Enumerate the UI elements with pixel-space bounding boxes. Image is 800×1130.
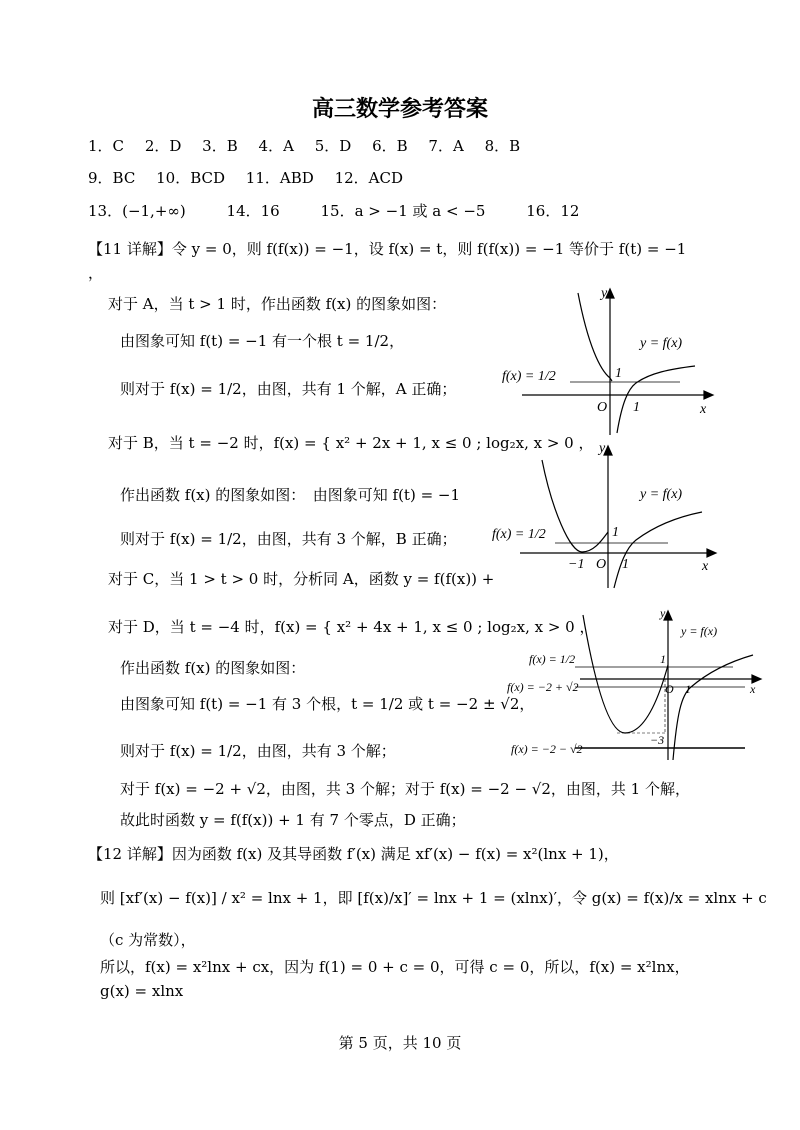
q11-d4: 则对于 f(x) = 1/2，由图，共有 3 个解； bbox=[120, 742, 396, 760]
answer-9: 9．BC bbox=[88, 169, 136, 187]
fig2-line-label: f(x) = 1/2 bbox=[492, 527, 546, 542]
fig3-curve-label: y = f(x) bbox=[681, 624, 718, 638]
q11-intro: 【11 详解】令 y = 0，则 f(f(x)) = −1，设 f(x) = t，则 f(f(x)) = −1 等价于 f(t) = −1 bbox=[88, 240, 687, 258]
q11-intro-comma: ， bbox=[88, 264, 104, 282]
curve-log bbox=[617, 366, 695, 433]
answer-3: 3．B bbox=[202, 137, 238, 155]
answers-row-3 bbox=[88, 200, 595, 221]
q11-d5: 对于 f(x) = −2 + √2，由图，共 3 个解；对于 f(x) = −2 − √2，由图，共 1 个解， bbox=[120, 780, 690, 798]
answer-16: 16．12 bbox=[526, 202, 580, 220]
fig1-y-label: y bbox=[601, 286, 608, 301]
q11-a1: 对于 A，当 t > 1 时，作出函数 f(x) 的图象如图： bbox=[108, 295, 447, 313]
fig3-y-label: y bbox=[660, 606, 666, 620]
q11-c1: 对于 C，当 1 > t > 0 时，分析同 A，函数 y = f(f(x)) + bbox=[108, 570, 495, 588]
curve-left bbox=[578, 293, 612, 381]
fig3-neg-three: −3 bbox=[650, 733, 665, 747]
figure-a-graph bbox=[500, 285, 715, 440]
page-title: 高三数学参考答案 bbox=[311, 97, 488, 122]
fig1-origin: O bbox=[597, 400, 608, 415]
fig3-one-y: 1 bbox=[660, 652, 666, 666]
answer-15: 15．a > −1 或 a < −5 bbox=[320, 202, 486, 220]
fig2-curve-label: y = f(x) bbox=[640, 487, 683, 502]
q12-l1: 【12 详解】因为函数 f(x) 及其导函数 f′(x) 满足 xf′(x) − f(x) = x²(lnx + 1)， bbox=[88, 845, 619, 863]
x-arrow-icon bbox=[707, 549, 716, 557]
fig3-x-label: x bbox=[750, 682, 756, 696]
q11-a3: 则对于 f(x) = 1/2，由图，共有 1 个解，A 正确； bbox=[120, 380, 457, 398]
fig1-one: 1 bbox=[633, 400, 640, 415]
answer-8: 8．B bbox=[484, 137, 521, 155]
fig3-line2-label: f(x) = −2 + √2 bbox=[507, 680, 579, 694]
q11-a2: 由图象可知 f(t) = −1 有一个根 t = 1/2， bbox=[120, 332, 405, 350]
answer-1: 1．C bbox=[88, 137, 125, 155]
q11-d3: 由图象可知 f(t) = −1 有 3 个根，t = 1/2 或 t = −2 ± √2， bbox=[120, 695, 535, 713]
answer-11: 11．ABD bbox=[245, 169, 314, 187]
answer-7: 7．A bbox=[428, 137, 464, 155]
fig2-one-y: 1 bbox=[612, 525, 619, 540]
fig3-line3-label: f(x) = −2 − √2 bbox=[511, 742, 583, 756]
q12-l4: 所以，f(x) = x²lnx + cx，因为 f(1) = 0 + c = 0，可得 c = 0，所以，f(x) = x²lnx， bbox=[100, 958, 690, 976]
answer-13: 13．(−1,+∞) bbox=[88, 202, 186, 220]
fig1-curve-label: y = f(x) bbox=[640, 336, 683, 351]
curve-log bbox=[614, 512, 702, 588]
answers-row-1 bbox=[88, 135, 536, 156]
answer-5: 5．D bbox=[314, 137, 352, 155]
q12-l2: 则 [xf′(x) − f(x)] / x² = lnx + 1，即 [f(x)/x]′ = lnx + 1 = (xlnx)′，令 g(x) = f(x)/x = xlnx + c bbox=[100, 889, 767, 907]
x-arrow-icon bbox=[704, 391, 713, 399]
answer-4: 4．A bbox=[258, 137, 294, 155]
figure-b-graph bbox=[490, 440, 720, 590]
answer-12: 12．ACD bbox=[334, 169, 403, 187]
fig1-one-y: 1 bbox=[615, 366, 622, 381]
fig3-line1-label: f(x) = 1/2 bbox=[529, 652, 576, 666]
figure-d-graph bbox=[505, 605, 765, 765]
fig1-line-label: f(x) = 1/2 bbox=[502, 369, 556, 384]
answers-row-2 bbox=[88, 167, 419, 188]
fig2-y-label: y bbox=[599, 441, 606, 456]
fig2-neg-one: −1 bbox=[568, 557, 585, 572]
answer-14: 14．16 bbox=[226, 202, 280, 220]
q11-d1: 对于 D，当 t = −4 时，f(x) = { x² + 4x + 1, x ≤ 0 ; log₂x, x > 0 ， bbox=[108, 618, 595, 636]
q11-d6: 故此时函数 y = f(f(x)) + 1 有 7 个零点，D 正确； bbox=[120, 811, 466, 829]
answer-10: 10．BCD bbox=[156, 169, 226, 187]
curve-log bbox=[673, 655, 753, 760]
answer-2: 2．D bbox=[144, 137, 182, 155]
fig2-x-label: x bbox=[702, 559, 709, 574]
q12-l5: g(x) = xlnx bbox=[100, 982, 184, 1000]
fig3-origin: O bbox=[665, 682, 674, 696]
answer-6: 6．B bbox=[372, 137, 408, 155]
fig1-x-label: x bbox=[700, 402, 707, 417]
fig2-one: 1 bbox=[622, 557, 629, 572]
page-footer: 第 5 页，共 10 页 bbox=[338, 1034, 462, 1052]
q11-b1: 对于 B，当 t = −2 时，f(x) = { x² + 2x + 1, x ≤ 0 ; log₂x, x > 0 ， bbox=[108, 434, 594, 452]
q11-b3: 则对于 f(x) = 1/2，由图，共有 3 个解，B 正确； bbox=[120, 530, 457, 548]
curve-parabola bbox=[542, 460, 608, 552]
curve-parabola bbox=[583, 615, 668, 733]
fig2-origin: O bbox=[596, 557, 607, 572]
q11-b2: 作出函数 f(x) 的图象如图： 由图象可知 f(t) = −1 bbox=[120, 486, 461, 504]
q11-d2: 作出函数 f(x) 的图象如图： bbox=[120, 659, 306, 677]
q12-l3: （c 为常数）， bbox=[100, 931, 196, 949]
fig3-one: 1 bbox=[685, 682, 691, 696]
